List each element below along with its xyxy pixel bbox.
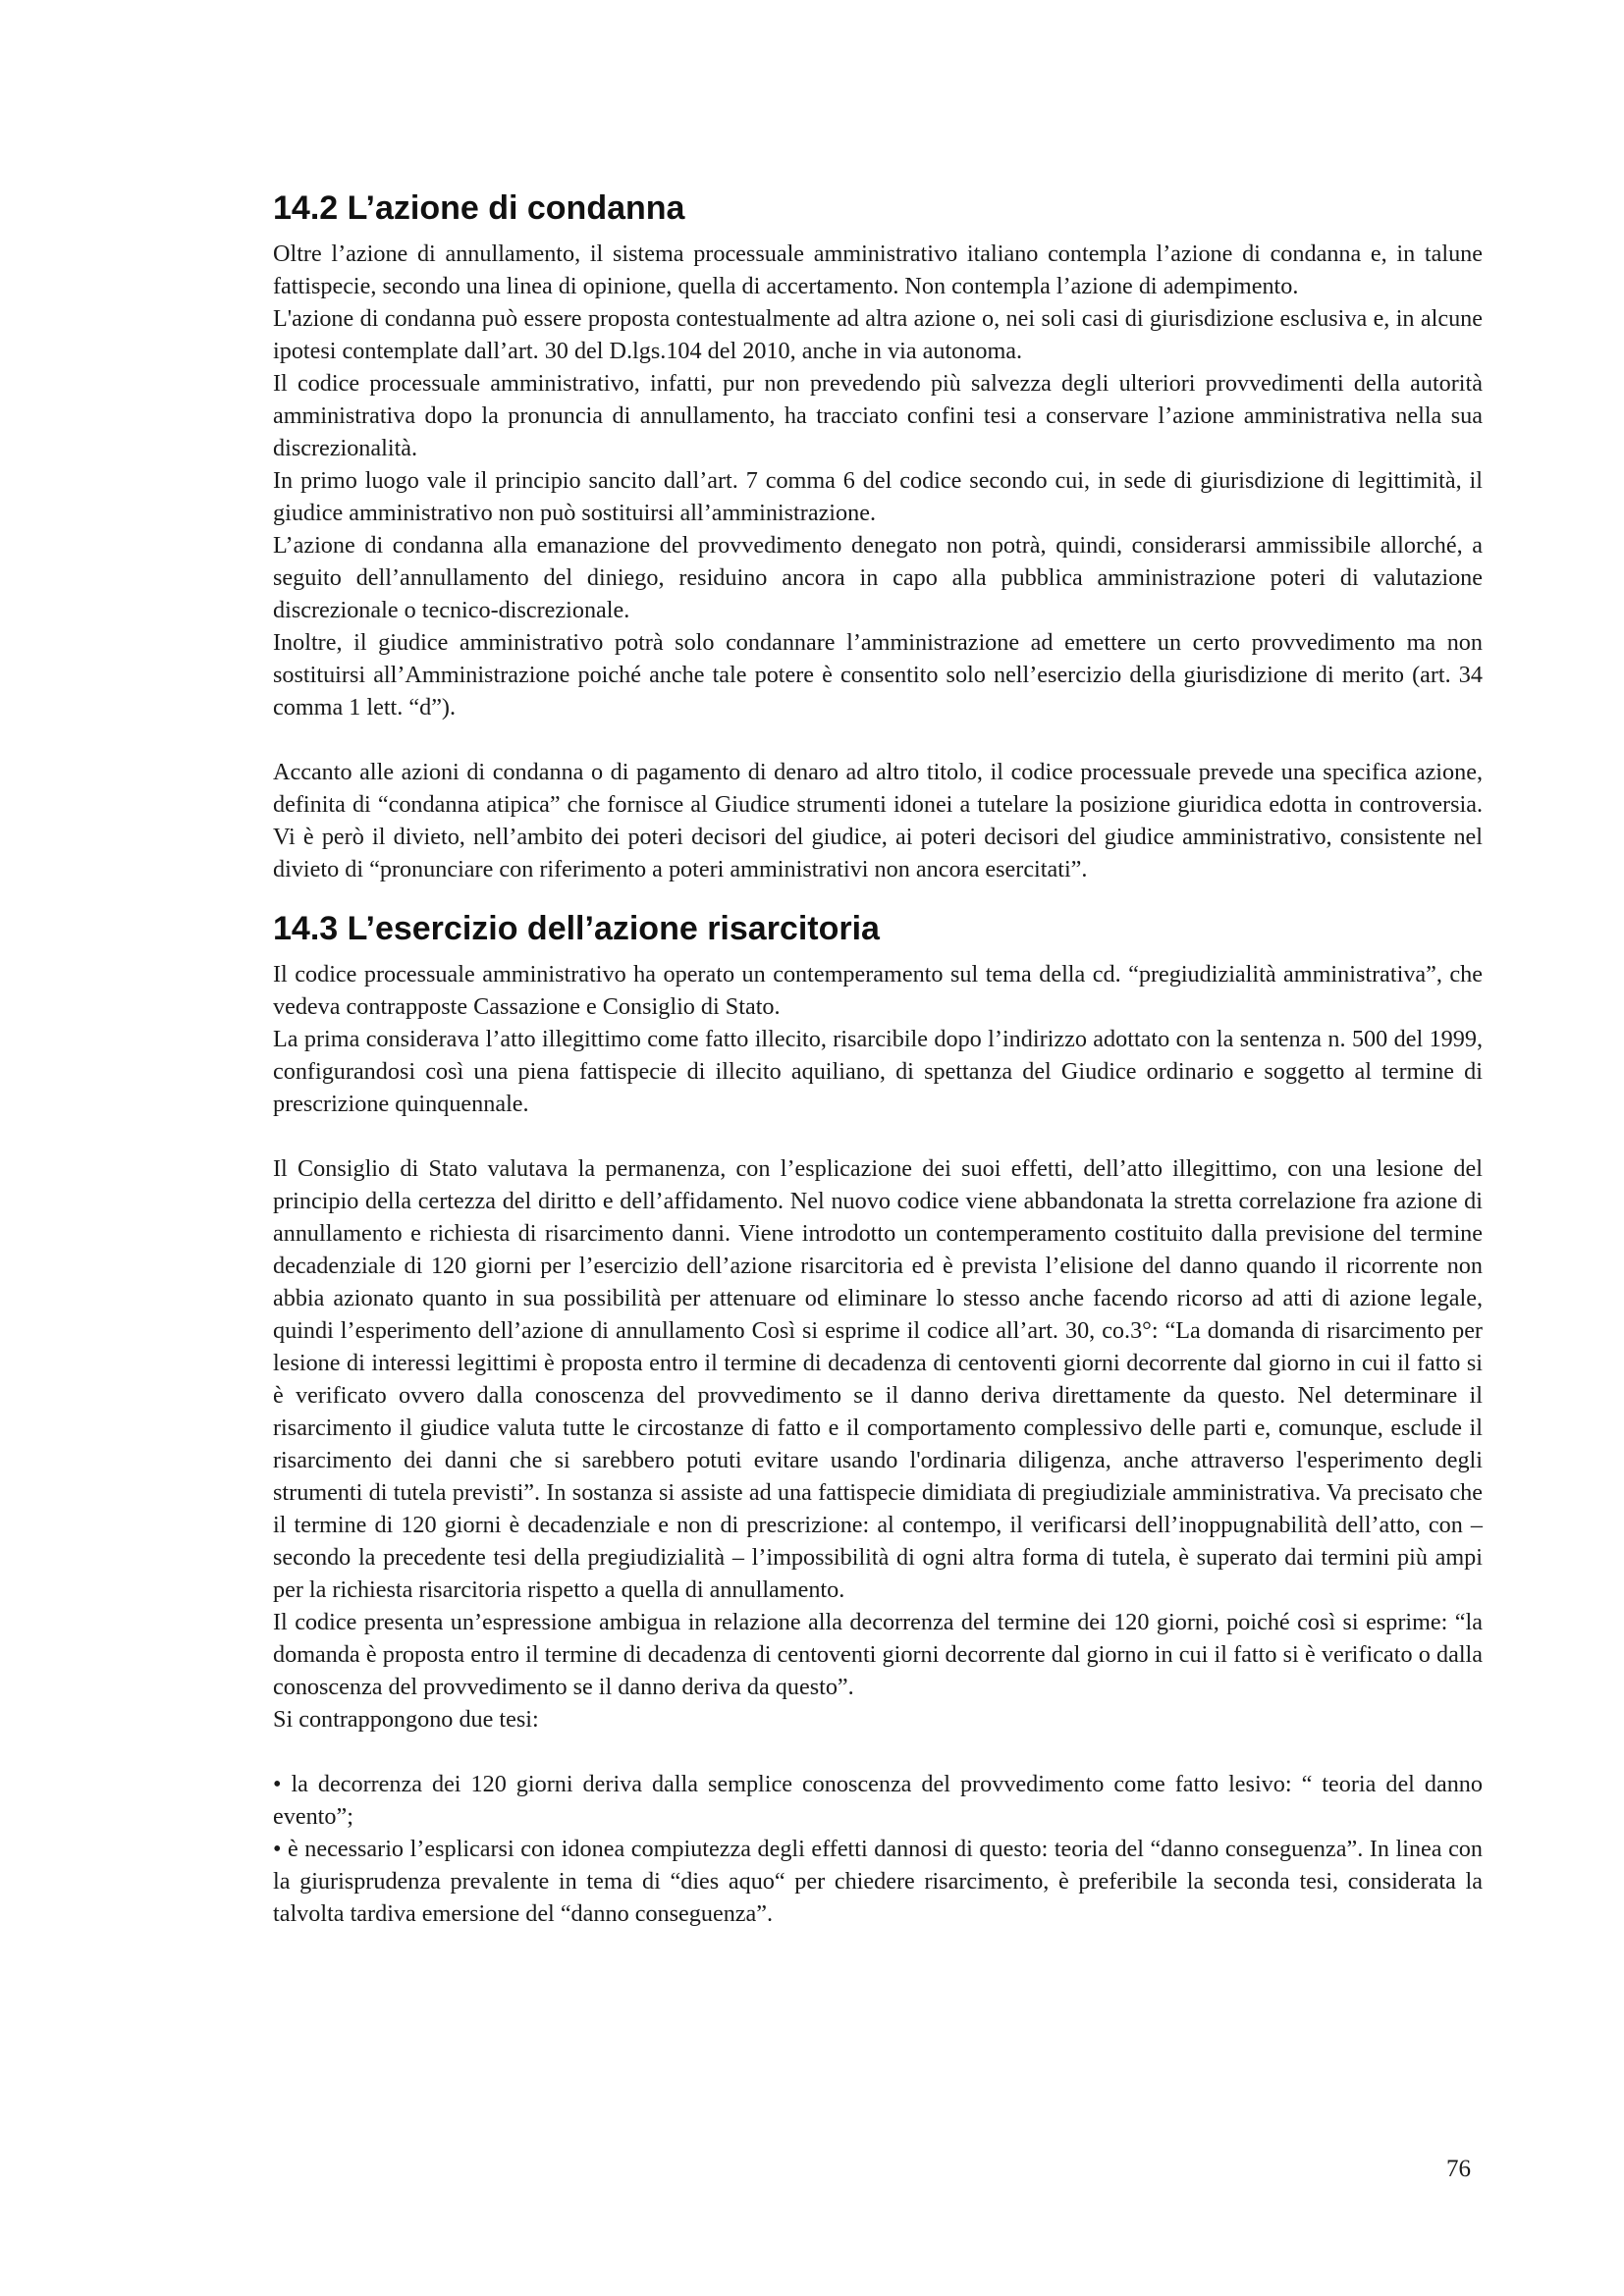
paragraph: Il codice processuale amministrativo ha operato un contemperamento sul tema della cd. “pregiudizialità amministrativa”, che vedeva contrapposte Cassazione e Consiglio di Stato. <box>273 961 1483 1020</box>
bullet-item: • la decorrenza dei 120 giorni deriva dalla semplice conoscenza del provvedimento come fatto lesivo: “ teoria del danno evento”; <box>273 1771 1483 1830</box>
section-heading-azione-risarcitoria: 14.3 L’esercizio dell’azione risarcitoria <box>273 910 880 947</box>
section-heading-azione-di-condanna: 14.2 L’azione di condanna <box>273 189 685 227</box>
paragraph: Oltre l’azione di annullamento, il sistema processuale amministrativo italiano contempla l’azione di condanna e, in talune fattispecie, secondo una linea di opinione, quella di accertamento. Non contempla l’azione di adempimento. <box>273 240 1483 299</box>
bullet-item: • è necessario l’esplicarsi con idonea compiutezza degli effetti dannosi di questo: teoria del “danno conseguenza”. In linea con la giurisprudenza prevalente in tema di “dies aquo“ per chiedere risarcimento, è preferibile la seconda tesi, considerata la talvolta tardiva emersione del “danno conseguenza”. <box>273 1836 1483 1927</box>
paragraph-spacer <box>273 1735 1483 1768</box>
paragraph: Inoltre, il giudice amministrativo potrà solo condannare l’amministrazione ad emettere un certo provvedimento ma non sostituirsi all’Amministrazione poiché anche tale potere è consentito solo nell’esercizio della giurisdizione di merito (art. 34 comma 1 lett. “d”). <box>273 629 1483 721</box>
paragraph: Il codice processuale amministrativo, infatti, pur non prevedendo più salvezza degli ulteriori provvedimenti della autorità amministrativa dopo la pronuncia di annullamento, ha tracciato confini tesi a conservare l’azione amministrativa nella sua discrezionalità. <box>273 370 1483 461</box>
paragraph: L'azione di condanna può essere proposta contestualmente ad altra azione o, nei soli casi di giurisdizione esclusiva e, in alcune ipotesi contemplate dall’art. 30 del D.lgs.104 del 2010, anche in via autonoma. <box>273 305 1483 364</box>
paragraph: In primo luogo vale il principio sancito dall’art. 7 comma 6 del codice secondo cui, in sede di giurisdizione di legittimità, il giudice amministrativo non può sostituirsi all’amministrazione. <box>273 467 1483 526</box>
page-content <box>273 187 1483 1930</box>
page-number: 76 <box>1446 2156 1471 2182</box>
paragraph: L’azione di condanna alla emanazione del provvedimento denegato non potrà, quindi, considerarsi ammissibile allorché, a seguito dell’annullamento del diniego, residuino ancora in capo alla pubblica amministrazione poteri di valutazione discrezionale o tecnico-discrezionale. <box>273 532 1483 623</box>
paragraph: Si contrappongono due tesi: <box>273 1706 539 1733</box>
paragraph-spacer <box>273 723 1483 756</box>
paragraph: Il codice presenta un’espressione ambigua in relazione alla decorrenza del termine dei 120 giorni, poiché così si esprime: “la domanda è proposta entro il termine di decadenza di centoventi giorni decorrente dal giorno in cui il fatto si è verificato o dalla conoscenza del provvedimento se il danno deriva da questo”. <box>273 1609 1483 1700</box>
paragraph: Il Consiglio di Stato valutava la permanenza, con l’esplicazione dei suoi effetti, dell’atto illegittimo, con una lesione del principio della certezza del diritto e dell’affidamento. Nel nuovo codice viene abbandonata la stretta correlazione fra azione di annullamento e richiesta di risarcimento danni. Viene introdotto un contemperamento costituito dalla previsione del termine decadenziale di 120 giorni per l’esercizio dell’azione risarcitoria ed è prevista l’elisione del danno quando il ricorrente non abbia azionato quanto in sua possibilità per attenuare od eliminare lo stesso anche facendo ricorso ad atti di azione legale, quindi l’esperimento dell’azione di annullamento Così si esprime il codice all’art. 30, co.3°: “La domanda di risarcimento per lesione di interessi legittimi è proposta entro il termine di decadenza di centoventi giorni decorrente dal giorno in cui il fatto si è verificato ovvero dalla conoscenza del provvedimento se il danno deriva direttamente da questo. Nel determinare il risarcimento il giudice valuta tutte le circostanze di fatto e il comportamento complessivo delle parti e, comunque, esclude il risarcimento dei danni che si sarebbero potuti evitare usando l'ordinaria diligenza, anche attraverso l'esperimento degli strumenti di tutela previsti”. In sostanza si assiste ad una fattispecie dimidiata di pregiudiziale amministrativa. Va precisato che il termine di 120 giorni è decadenziale e non di prescrizione: al contempo, il verificarsi dell’inoppugnabilità dell’atto, con – secondo la precedente tesi della pregiudizialità – l’impossibilità di ogni altra forma di tutela, è superato dai termini più ampi per la richiesta risarcitoria rispetto a quella di annullamento. <box>273 1155 1483 1603</box>
paragraph: Accanto alle azioni di condanna o di pagamento di denaro ad altro titolo, il codice processuale prevede una specifica azione, definita di “condanna atipica” che fornisce al Giudice strumenti idonei a tutelare la posizione giuridica edotta in controversia. Vi è però il divieto, nell’ambito dei poteri decisori del giudice, ai poteri decisori del giudice amministrativo, consistente nel divieto di “pronunciare con riferimento a poteri amministrativi non ancora esercitati”. <box>273 759 1483 882</box>
section-spacer <box>273 885 1483 907</box>
paragraph: La prima considerava l’atto illegittimo come fatto illecito, risarcibile dopo l’indirizzo adottato con la sentenza n. 500 del 1999, configurandosi così una piena fattispecie di illecito aquiliano, di spettanza del Giudice ordinario e soggetto al termine di prescrizione quinquennale. <box>273 1026 1483 1117</box>
paragraph-spacer <box>273 1120 1483 1152</box>
